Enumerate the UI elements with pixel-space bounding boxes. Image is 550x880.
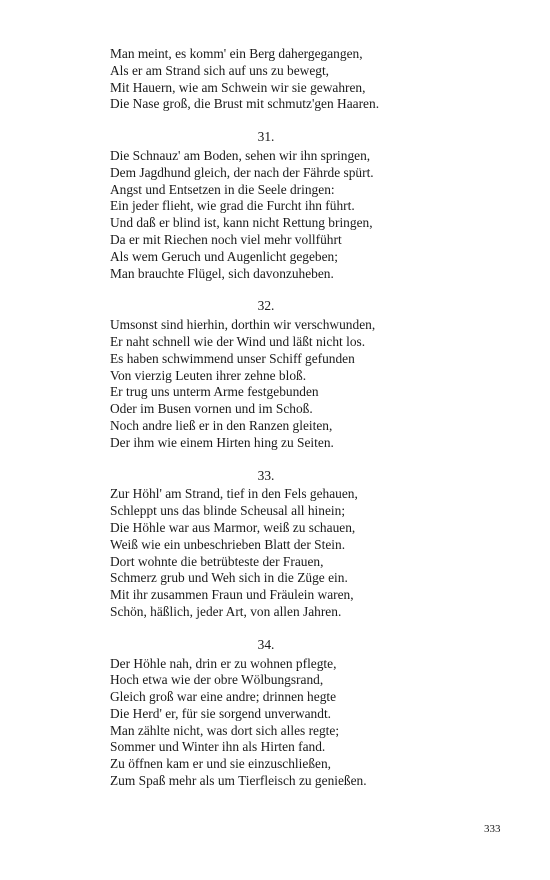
verse-line: Von vierzig Leuten ihrer zehne bloß.	[110, 367, 307, 383]
verse-line: Schleppt uns das blinde Scheusal all hinein;	[110, 503, 346, 519]
verse-line: Er trug uns unterm Arme festgebunden	[110, 384, 319, 400]
verse-line: Man meint, es komm' ein Berg dahergegangen,	[110, 46, 363, 61]
verse-line: Schön, häßlich, jeder Art, von allen Jahren.	[110, 603, 342, 619]
stanza-33	[110, 468, 510, 621]
verse-line: Es haben schwimmend unser Schiff gefunden	[110, 350, 355, 366]
verse-line: Hoch etwa wie der obre Wölbungsrand,	[110, 672, 324, 688]
verse-line: Schmerz grub und Weh sich in die Züge ein.	[110, 570, 348, 586]
verse-line: Zur Höhl' am Strand, tief in den Fels gehauen,	[110, 486, 358, 502]
verse-line: Als wem Geruch und Augenlicht gegeben;	[110, 248, 338, 264]
page-number: 333	[484, 823, 501, 835]
verse-line: Gleich groß war eine andre; drinnen hegte	[110, 689, 337, 705]
verse-line: Ein jeder flieht, wie grad die Furcht ihn führt.	[110, 198, 355, 214]
verse-line: Die Herd' er, für sie sorgend unverwandt.	[110, 705, 332, 721]
stanza-number: 32.	[257, 298, 275, 314]
verse-line: Man brauchte Flügel, sich davonzuheben.	[110, 265, 334, 281]
stanza-32	[110, 298, 510, 451]
verse-line: Er naht schnell wie der Wind und läßt nicht los.	[110, 333, 366, 349]
verse-line: Oder im Busen vornen und im Schoß.	[110, 401, 313, 417]
verse-line: Dort wohnte die betrübteste der Frauen,	[110, 553, 324, 569]
verse-line: Dem Jagdhund gleich, der nach der Fährde spürt.	[110, 164, 374, 180]
verse-line: Und daß er blind ist, kann nicht Rettung bringen,	[110, 215, 373, 231]
verse-line: Weiß wie ein unbeschrieben Blatt der Stein.	[110, 536, 346, 552]
stanza-34	[110, 637, 510, 790]
verse-line: Umsonst sind hierhin, dorthin wir verschwunden,	[110, 317, 376, 333]
verse-line: Die Höhle war aus Marmor, weiß zu schauen,	[110, 519, 356, 535]
verse-line: Sommer und Winter ihn als Hirten fand.	[110, 739, 326, 755]
verse-line: Mit ihr zusammen Fraun und Fräulein waren,	[110, 587, 354, 603]
verse-line: Mit Hauern, wie am Schwein wir sie gewahren,	[110, 79, 366, 95]
stanza-number: 31.	[257, 129, 275, 145]
poem-text	[110, 46, 510, 790]
verse-line: Die Nase groß, die Brust mit schmutz'gen Haaren.	[110, 96, 380, 112]
stanza-30-continuation	[110, 46, 510, 113]
verse-line: Man zählte nicht, was dort sich alles regte;	[110, 722, 340, 738]
stanza-31	[110, 129, 510, 282]
verse-line: Zu öffnen kam er und sie einzuschließen,	[110, 756, 331, 772]
verse-line: Angst und Entsetzen in die Seele dringen:	[110, 181, 335, 197]
verse-line: Der Höhle nah, drin er zu wohnen pflegte,	[110, 655, 337, 671]
verse-line: Die Schnauz' am Boden, sehen wir ihn springen,	[110, 147, 371, 163]
verse-line: Der ihm wie einem Hirten hing zu Seiten.	[110, 434, 334, 450]
verse-line: Als er am Strand sich auf uns zu bewegt,	[110, 62, 330, 78]
verse-line: Da er mit Riechen noch viel mehr vollführt	[110, 231, 342, 247]
stanza-number: 34.	[257, 636, 275, 652]
stanza-number: 33.	[257, 467, 275, 483]
verse-line: Zum Spaß mehr als um Tierfleisch zu genießen.	[110, 773, 367, 789]
verse-line: Noch andre ließ er in den Ranzen gleiten,	[110, 417, 333, 433]
